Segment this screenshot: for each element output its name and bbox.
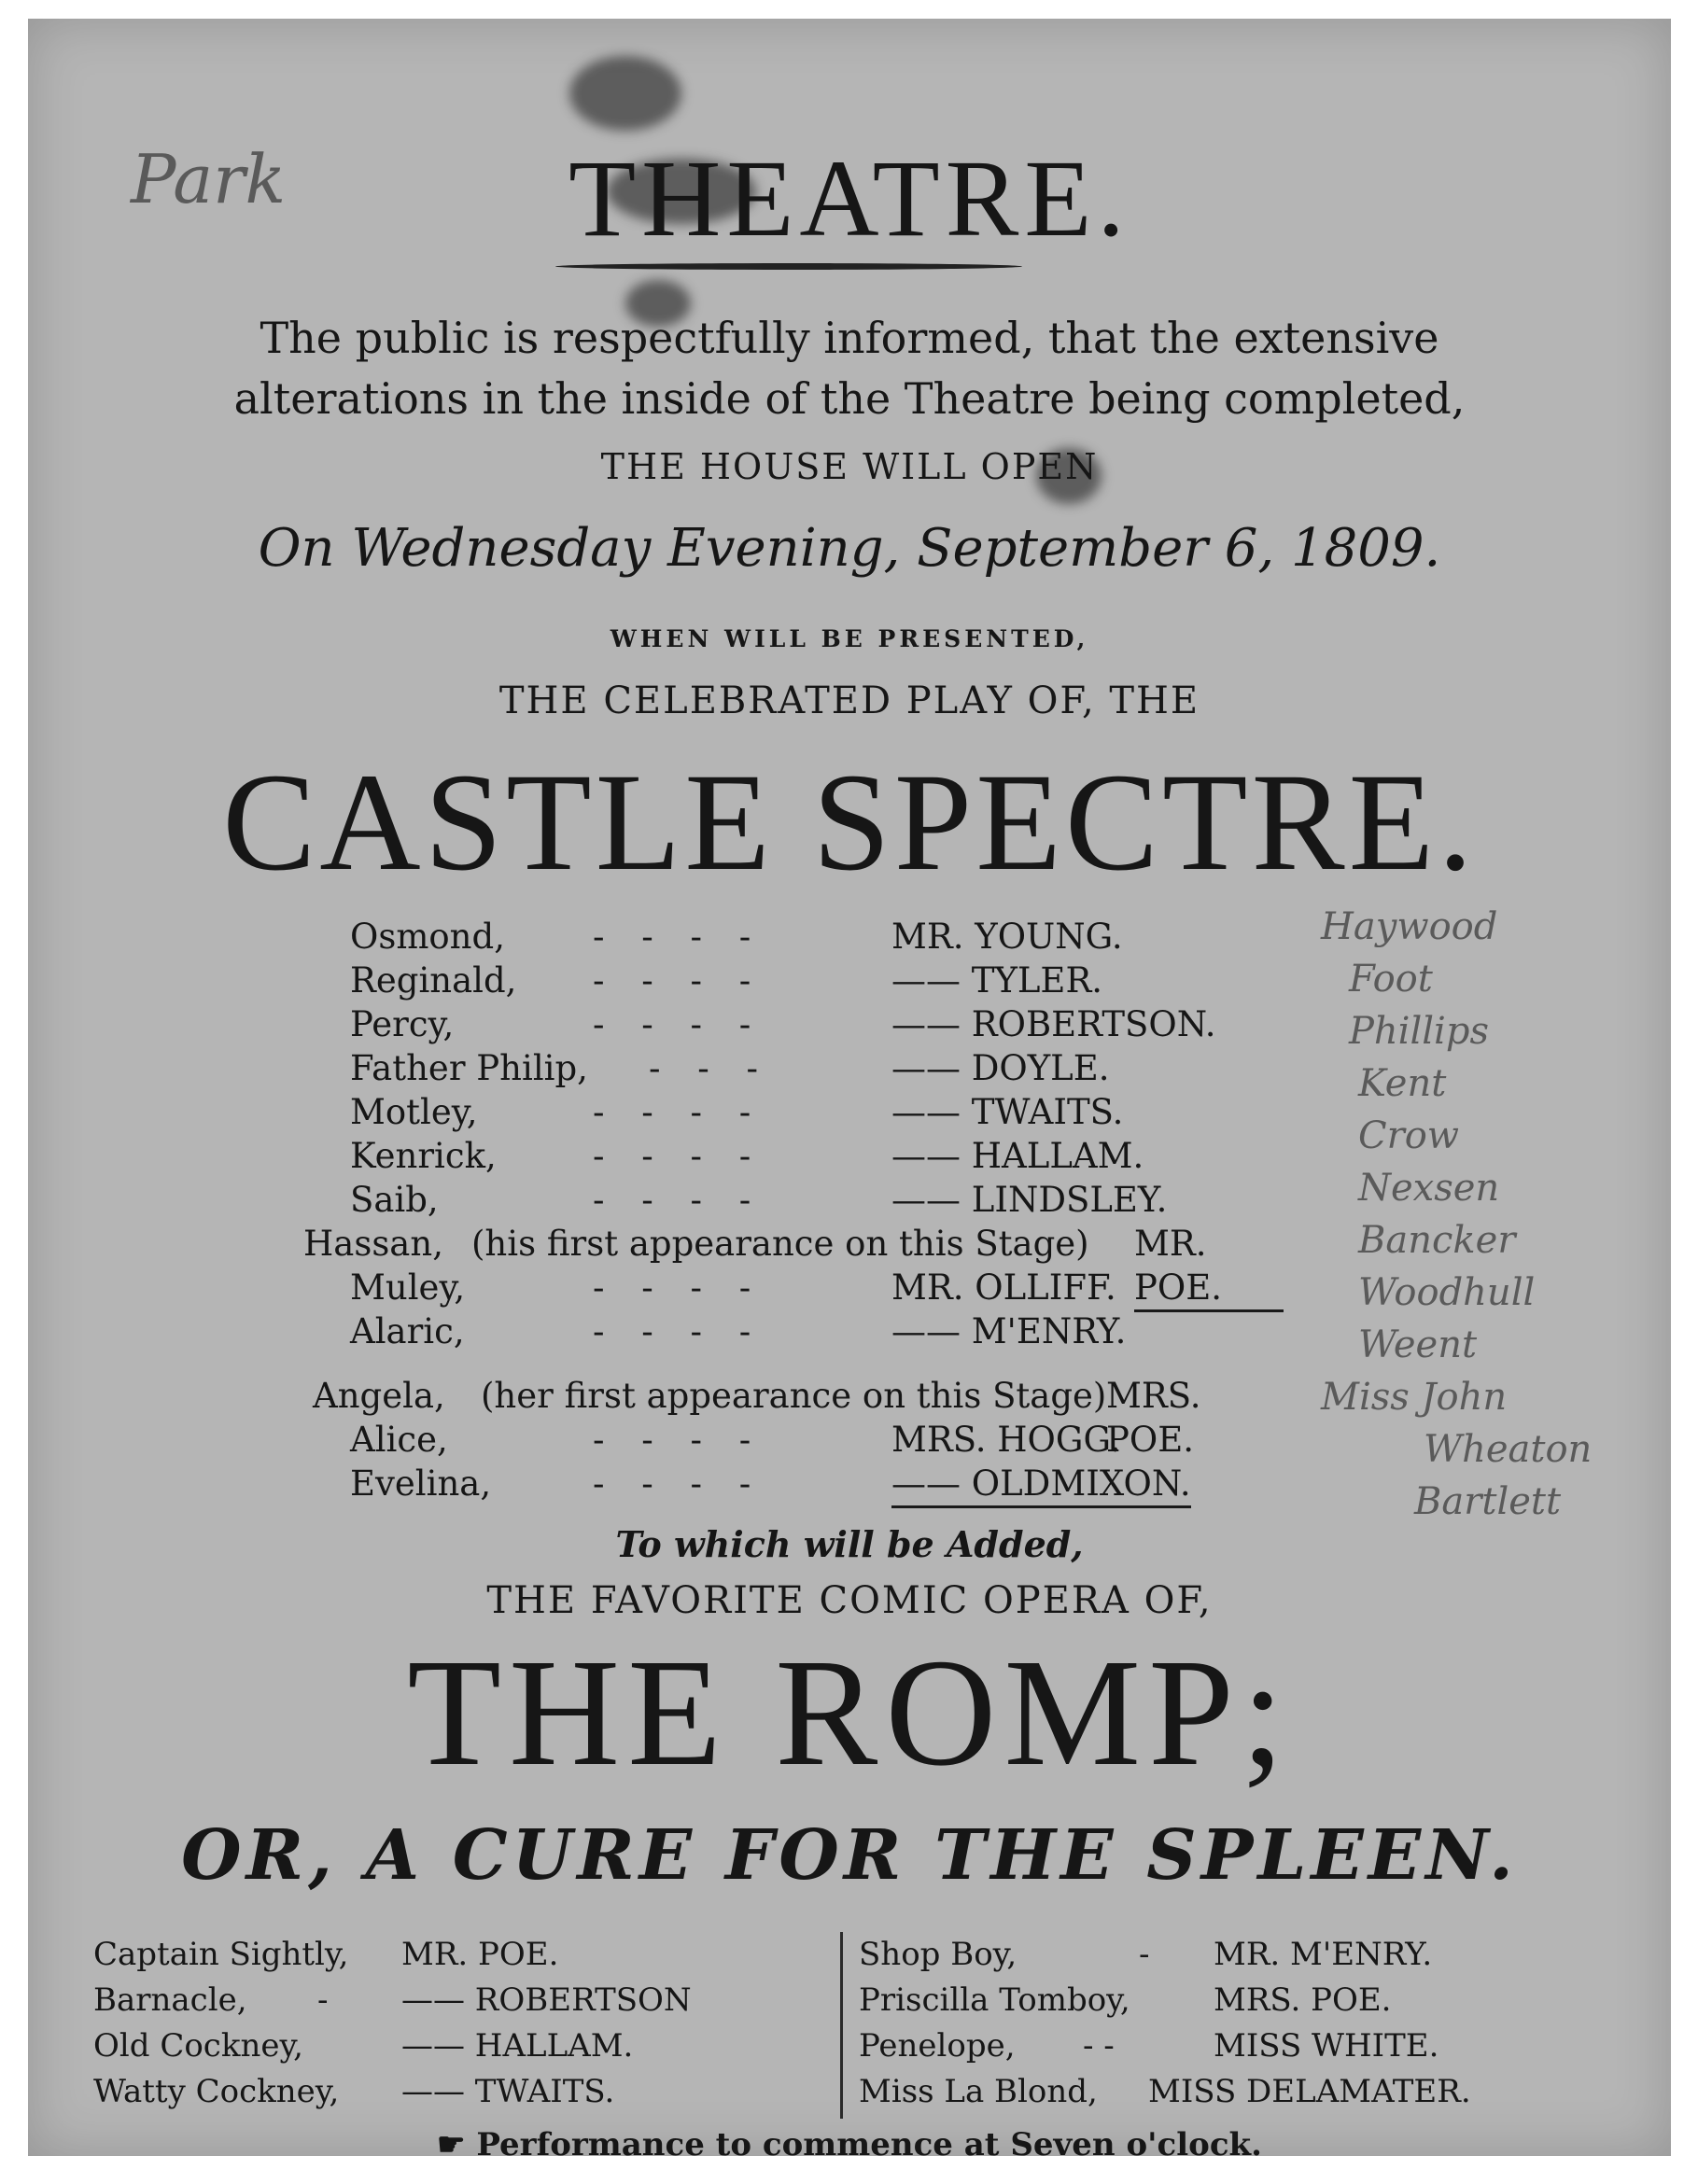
cast-row: Osmond, - - - - MR. YOUNG. [350,917,1123,957]
cast-row: Evelina, - - - - —— OLDMIXON. [350,1462,1284,1505]
romp-cast-left [93,1932,831,2115]
handwritten-park: Park [131,140,287,218]
playbill-sheet [28,19,1671,2163]
theatre-title: THEATRE. [568,137,1130,259]
cast-row: Kenrick, - - - - —— HALLAM. [350,1136,1144,1176]
cast-row: Alaric, - - - - —— M'ENRY. [350,1311,1127,1351]
pointing-hand-icon: ☛ [437,2126,466,2163]
intro-line-2: alterations in the inside of the Theatre being completed, [233,373,1466,424]
cast-list-women [313,1374,1284,1505]
cast-row: Watty Cockney, —— TWAITS. [93,2073,615,2110]
ink-stain [569,56,681,131]
handwritten-margin-notes: Haywood Foot Phillips Kent Crow Nexsen Bancker Woodhull Weent Miss John Wheaton Bartlett [1321,905,1593,1523]
cast-row: Saib, - - - - —— LINDSLEY. [350,1180,1168,1220]
romp-cast-right [859,1932,1652,2115]
comic-opera: THE FAVORITE COMIC OPERA OF, [486,1579,1213,1622]
cast-row: Angela, (her first appearance on this Stage) MRS. POE. [313,1376,1201,1460]
cast-row: Shop Boy, - MR. M'ENRY. [859,1936,1433,1973]
to-which-added: To which will be Added, [615,1523,1084,1565]
cast-row: Reginald, - - - - —— TYLER. [350,960,1103,1001]
title-rule [555,263,1022,270]
cast-row: Priscilla Tomboy, MRS. POE. [859,1981,1392,2019]
cast-row: Muley, - - - - MR. OLLIFF. [350,1267,1116,1308]
column-divider [840,1932,843,2119]
cast-row: Penelope, - - MISS WHITE. [859,2027,1439,2065]
intro-line-1: The public is respectfully informed, that the extensive [260,313,1439,363]
celebrated-play: THE CELEBRATED PLAY OF, THE [498,679,1200,722]
cast-row: Father Philip, - - - —— DOYLE. [350,1048,1110,1088]
romp-subtitle: OR, A CURE FOR THE SPLEEN. [181,1815,1518,1896]
cast-list-main [303,915,1284,1353]
cast-row: Alice, - - - - MRS. HOGG. [350,1420,1121,1460]
footer-text: Performance to commence at Seven o'clock. [476,2126,1262,2163]
cast-row: Captain Sightly, MR. POE. [93,1936,559,1973]
cast-row: Barnacle, - —— ROBERTSON [93,1981,692,2019]
cast-row: Hassan, (his first appearance on this Stage) MR. POE. [350,1222,1284,1266]
cast-row: Percy, - - - - —— ROBERTSON. [350,1004,1216,1044]
cast-row: Miss La Blond, MISS DELAMATER. [859,2073,1471,2110]
cast-row: Old Cockney, —— HALLAM. [93,2027,634,2065]
when-presented: WHEN WILL BE PRESENTED, [610,625,1089,652]
footer-line [28,2126,1671,2163]
opening-date: On Wednesday Evening, September 6, 1809. [258,518,1441,579]
cast-row: Motley, - - - - —— TWAITS. [350,1092,1124,1132]
castle-spectre-title: CASTLE SPECTRE. [222,745,1477,900]
house-open: THE HOUSE WILL OPEN [600,446,1099,487]
the-romp-title: THE ROMP; [407,1627,1292,1798]
